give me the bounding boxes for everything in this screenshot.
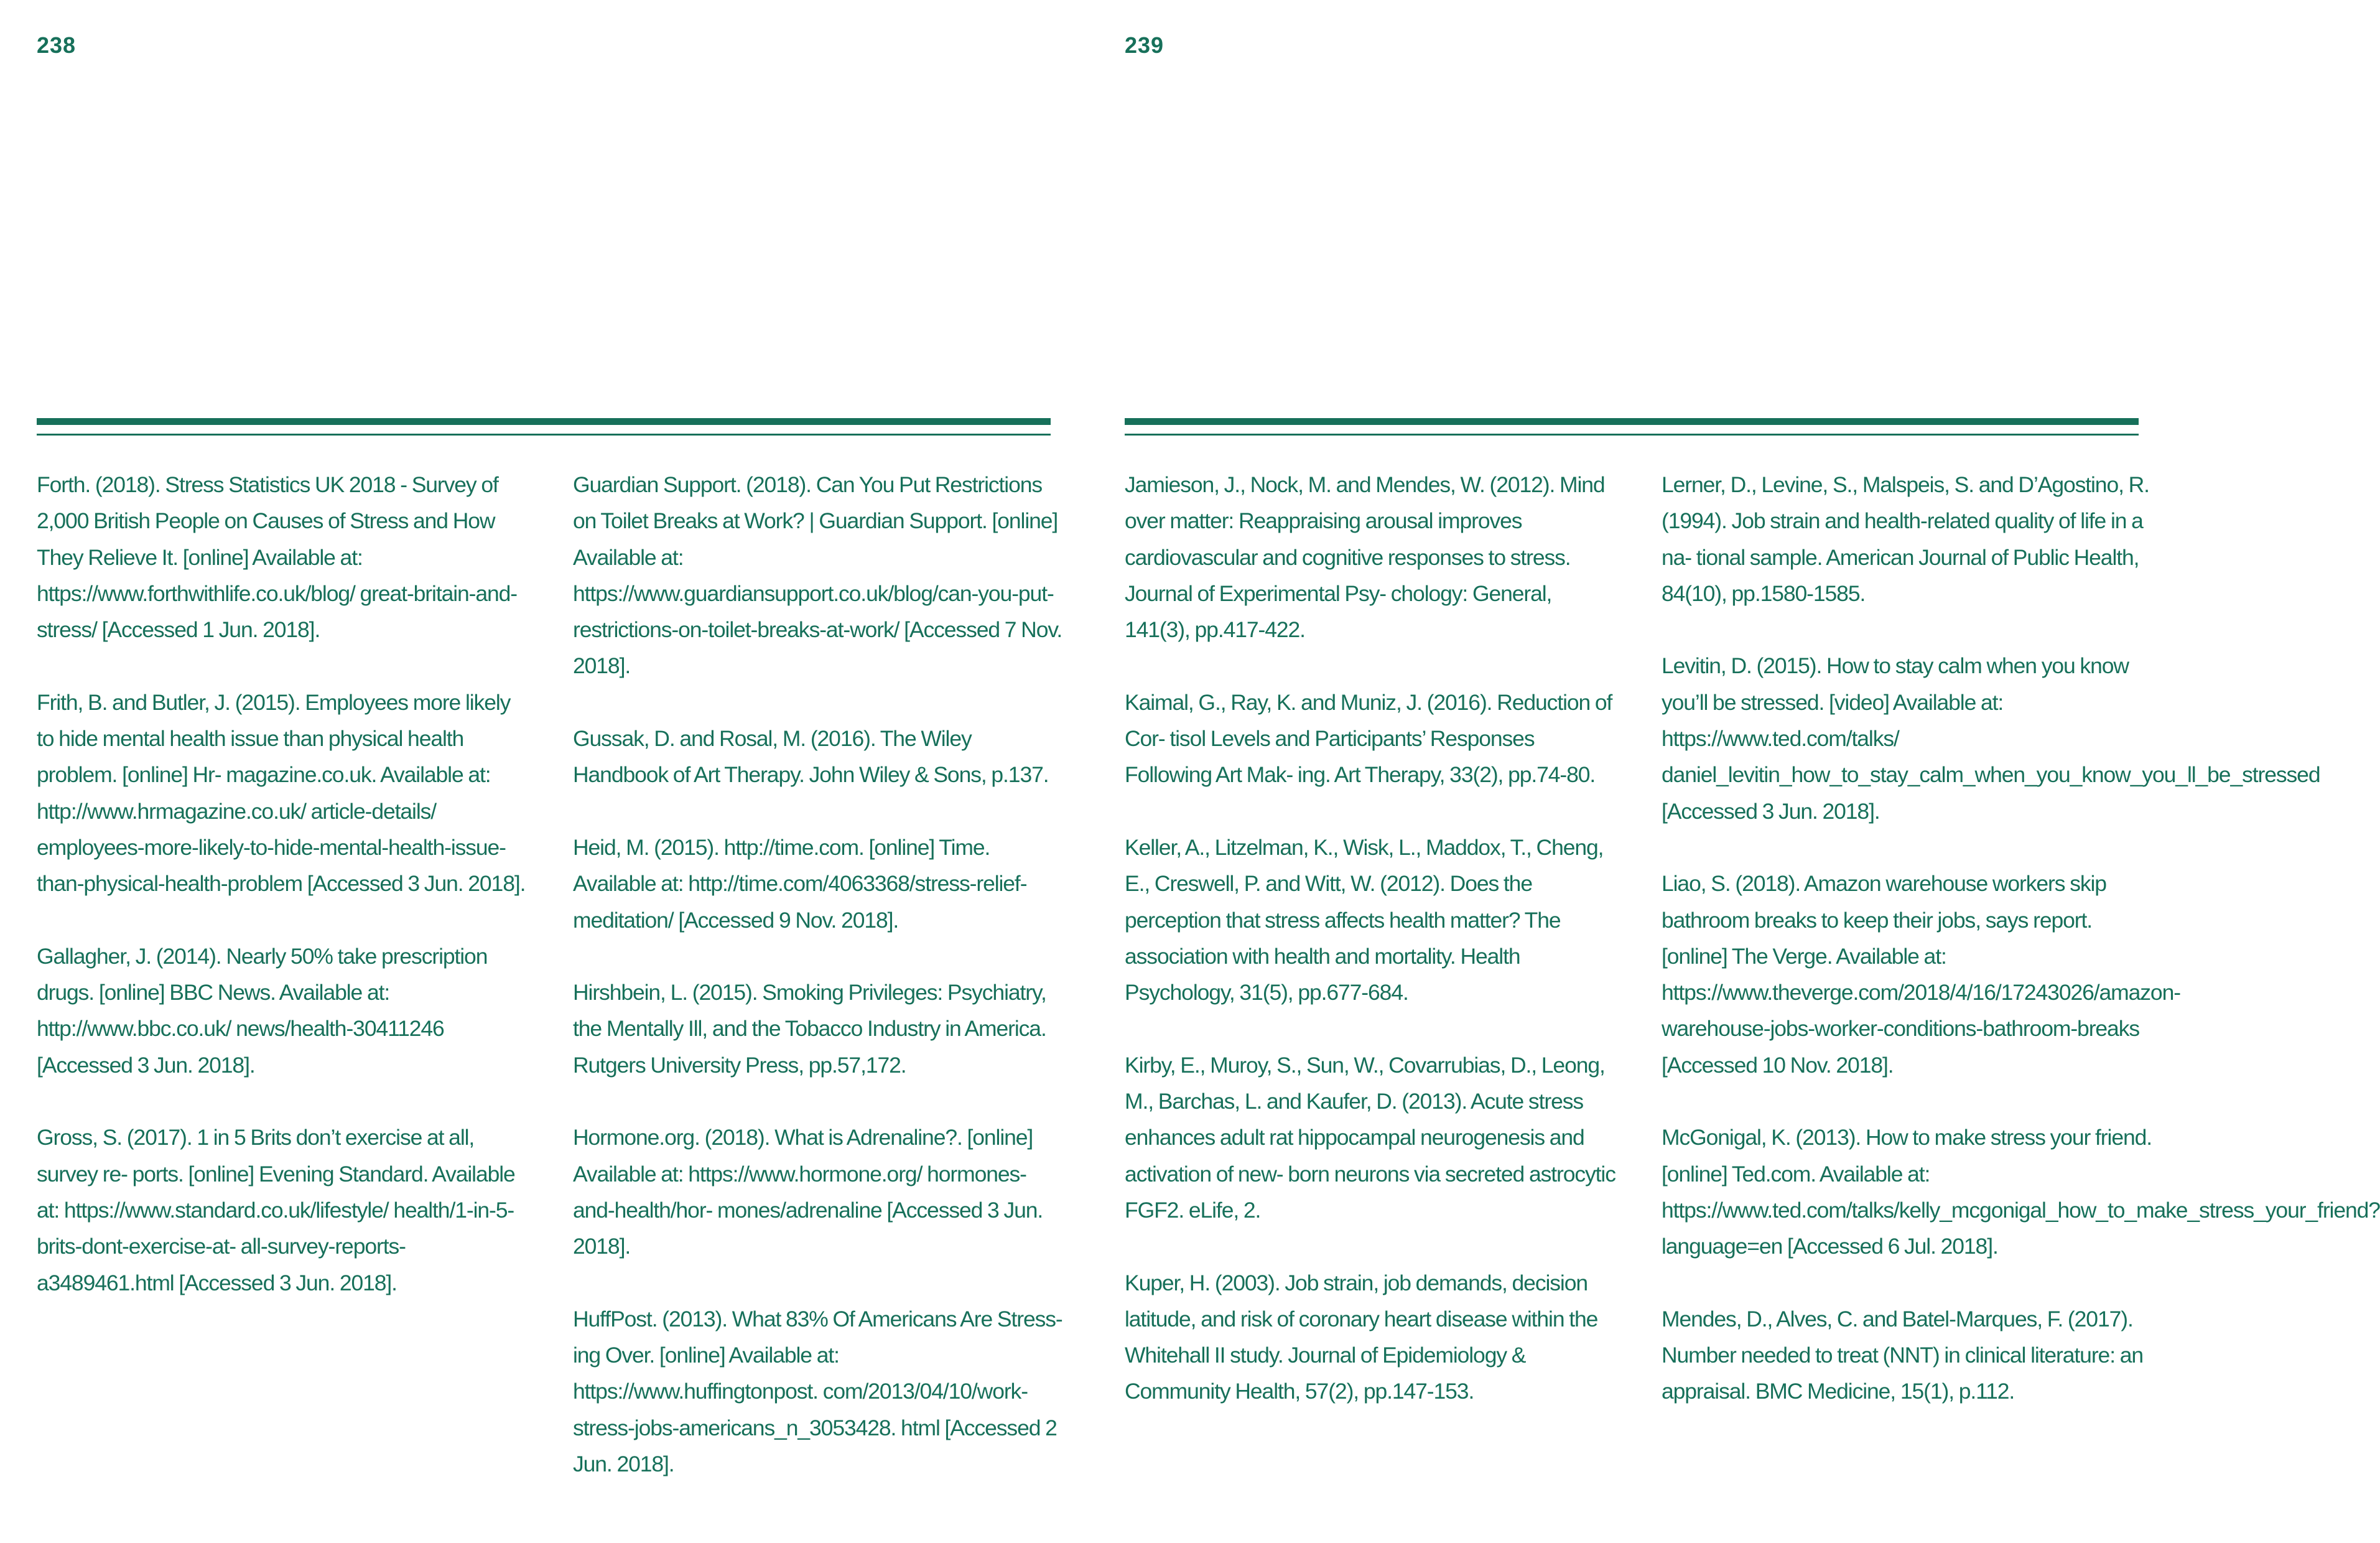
reference-entry: Guardian Support. (2018). Can You Put Restrictions on Toilet Breaks at Work? | Guardian Support. [online] Available at: https://www.guardiansupport.co.uk/blog/can-you-put-restrictions-on-toilet-breaks-at-work/ [Accessed 7 Nov. 2018]. bbox=[573, 472, 1062, 679]
references-column-left-1 bbox=[37, 467, 528, 1337]
reference-entry: Gussak, D. and Rosal, M. (2016). The Wiley Handbook of Art Therapy. John Wiley & Sons, p.137. bbox=[573, 726, 1049, 788]
reference-entry: Gross, S. (2017). 1 in 5 Brits don’t exercise at all, survey re- ports. [online] Evening Standard. Available at: https://www.standard.co.uk/lifestyle/ health/1-in-5-brits-dont-exercise-at- all-survey-reports-a3489461.html [Accessed 3 Jun. 2018]. bbox=[37, 1125, 515, 1295]
reference-entry: HuffPost. (2013). What 83% Of Americans Are Stress- ing Over. [online] Available at: https://www.huffingtonpost. com/2013/04/10/work-stress-jobs-americans_n_3053428. html [Accessed 2 Jun. 2018]. bbox=[573, 1306, 1062, 1477]
reference-entry: Hirshbein, L. (2015). Smoking Privileges: Psychiatry, the Mentally Ill, and the Tobacco Industry in America. Rutgers University Press, pp.57,172. bbox=[573, 980, 1046, 1078]
reference-entry: Liao, S. (2018). Amazon warehouse workers skip bathroom breaks to keep their jobs, says report. [online] The Verge. Available at: https://www.theverge.com/2018/4/16/17243026/amazon-warehouse-jobs-worker-conditions-bathroom-breaks [Accessed 10 Nov. 2018]. bbox=[1662, 871, 2180, 1078]
reference-entry: Keller, A., Litzelman, K., Wisk, L., Maddox, T., Cheng, E., Creswell, P. and Witt, W. (2012). Does the perception that stress affects health matter? The association with health and mortality. Health Psychology, 31(5), pp.677-684. bbox=[1125, 834, 1604, 1005]
reference-entry: Kaimal, G., Ray, K. and Muniz, J. (2016). Reduction of Cor- tisol Levels and Participants’ Responses Following Art Mak- ing. Art Therapy, 33(2), pp.74-80. bbox=[1125, 689, 1612, 788]
reference-entry: Frith, B. and Butler, J. (2015). Employees more likely to hide mental health issue than physical health problem. [online] Hr- magazine.co.uk. Available at: http://www.hrmagazine.co.uk/ article-details/ employees-more-likely-to-hide-mental-health-issue-than-physical-health-problem [Accessed 3 Jun. 2018]. bbox=[37, 689, 526, 897]
references-column-right-1 bbox=[1125, 467, 1616, 1446]
divider-thick-right bbox=[1125, 418, 2139, 425]
reference-entry: McGonigal, K. (2013). How to make stress your friend. [online] Ted.com. Available at: https://www.ted.com/talks/kelly_mcgonigal_how_to_make_stress_your_friend?language=en [Accessed 6 Jul. 2018]. bbox=[1662, 1125, 2380, 1259]
reference-entry: Mendes, D., Alves, C. and Batel-Marques, F. (2017). Number needed to treat (NNT) in clinical literature: an appraisal. BMC Medicine, 15(1), p.112. bbox=[1662, 1306, 2144, 1404]
reference-entry: Lerner, D., Levine, S., Malspeis, S. and D’Agostino, R. (1994). Job strain and health-related quality of life in a na- tional sample. American Journal of Public Health, 84(10), pp.1580-1585. bbox=[1662, 472, 2149, 606]
divider-thick-left bbox=[37, 418, 1051, 425]
page-number-left: 238 bbox=[37, 32, 77, 58]
divider-thin-left bbox=[37, 434, 1051, 436]
reference-entry: Heid, M. (2015). http://time.com. [online] Time. Available at: http://time.com/4063368/stress-relief-meditation/ [Accessed 9 Nov. 2018]. bbox=[573, 834, 1027, 933]
reference-entry: Forth. (2018). Stress Statistics UK 2018 - Survey of 2,000 British People on Causes of Stress and How They Relieve It. [online] Available at: https://www.forthwithlife.co.uk/blog/ great-britain-and-stress/ [Accessed 1 Jun. 2018]. bbox=[37, 472, 518, 643]
reference-entry: Kirby, E., Muroy, S., Sun, W., Covarrubias, D., Leong, M., Barchas, L. and Kaufer, D. (2013). Acute stress enhances adult rat hippocampal neurogenesis and activation of new- born neurons via secreted astrocytic FGF2. eLife, 2. bbox=[1125, 1052, 1615, 1223]
references-column-left-2 bbox=[573, 467, 1064, 1519]
reference-entry: Jamieson, J., Nock, M. and Mendes, W. (2012). Mind over matter: Reappraising arousal improves cardiovascular and cognitive responses to stress. Journal of Experimental Psy- chology: General, 141(3), pp.417-422. bbox=[1125, 472, 1605, 643]
divider-thin-right bbox=[1125, 434, 2139, 436]
reference-entry: Kuper, H. (2003). Job strain, job demands, decision latitude, and risk of coronary heart disease within the Whitehall II study. Journal of Epidemiology & Community Health, 57(2), pp.147-153. bbox=[1125, 1270, 1598, 1404]
references-column-right-2 bbox=[1662, 467, 2380, 1446]
reference-entry: Hormone.org. (2018). What is Adrenaline?. [online] Available at: https://www.hormone.org/ hormones-and-health/hor- mones/adrenaline [Accessed 3 Jun. 2018]. bbox=[573, 1125, 1043, 1259]
reference-entry: Gallagher, J. (2014). Nearly 50% take prescription drugs. [online] BBC News. Available at: http://www.bbc.co.uk/ news/health-30411246 [Accessed 3 Jun. 2018]. bbox=[37, 943, 488, 1078]
page-number-right: 239 bbox=[1125, 32, 1164, 58]
reference-entry: Levitin, D. (2015). How to stay calm when you know you’ll be stressed. [video] Available at: https://www.ted.com/talks/ daniel_levitin_how_to_stay_calm_when_you_know_you_ll_be_stressed [Accessed 3 Jun. 2018]. bbox=[1662, 653, 2320, 824]
